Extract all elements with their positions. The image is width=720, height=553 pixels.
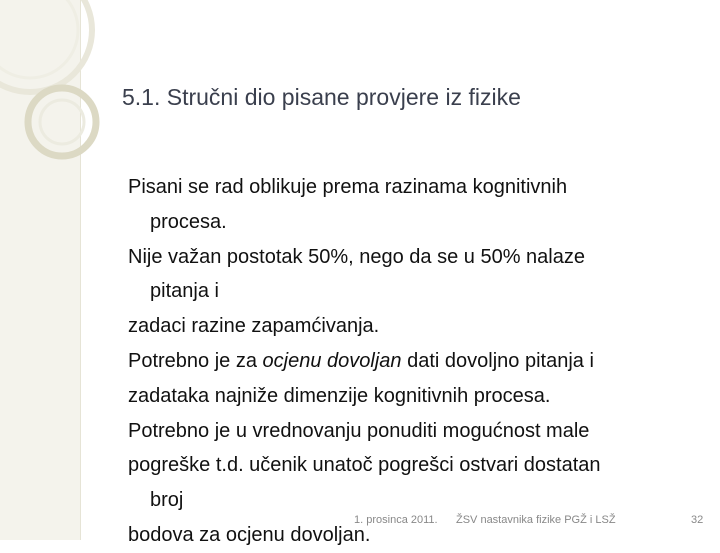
body-line: procesa.: [150, 210, 227, 233]
footer-date: 1. prosinca 2011.: [354, 514, 438, 526]
body-text-segment: Potrebno je za: [128, 349, 263, 372]
footer-organization: ŽSV nastavnika fizike PGŽ i LSŽ: [456, 514, 616, 526]
body-line: Potrebno je u vrednovanju ponuditi mogućnost male: [128, 419, 590, 442]
body-line: pogreške t.d. učenik unatoč pogrešci ostvari dostatan: [128, 454, 601, 477]
body-text-segment: dati dovoljno pitanja i: [401, 349, 594, 372]
body-line: bodova za ocjenu dovoljan.: [128, 523, 371, 546]
body-line: pitanja i: [150, 280, 219, 303]
slide-title: 5.1. Stručni dio pisane provjere iz fizike: [122, 84, 521, 110]
slide-body: [128, 170, 708, 553]
body-line: zadataka najniže dimenzije kognitivnih procesa.: [128, 384, 551, 407]
page-number: 32: [691, 514, 704, 526]
body-line: broj: [150, 489, 184, 512]
body-line: Pisani se rad oblikuje prema razinama kognitivnih: [128, 176, 568, 198]
body-line: zadaci razine zapamćivanja.: [128, 315, 380, 338]
decorative-rings: [0, 0, 130, 200]
body-italic-segment: ocjenu dovoljan: [262, 349, 402, 372]
body-line: [128, 344, 708, 379]
body-line: Nije važan postotak 50%, nego da se u 50% nalaze: [128, 245, 585, 268]
